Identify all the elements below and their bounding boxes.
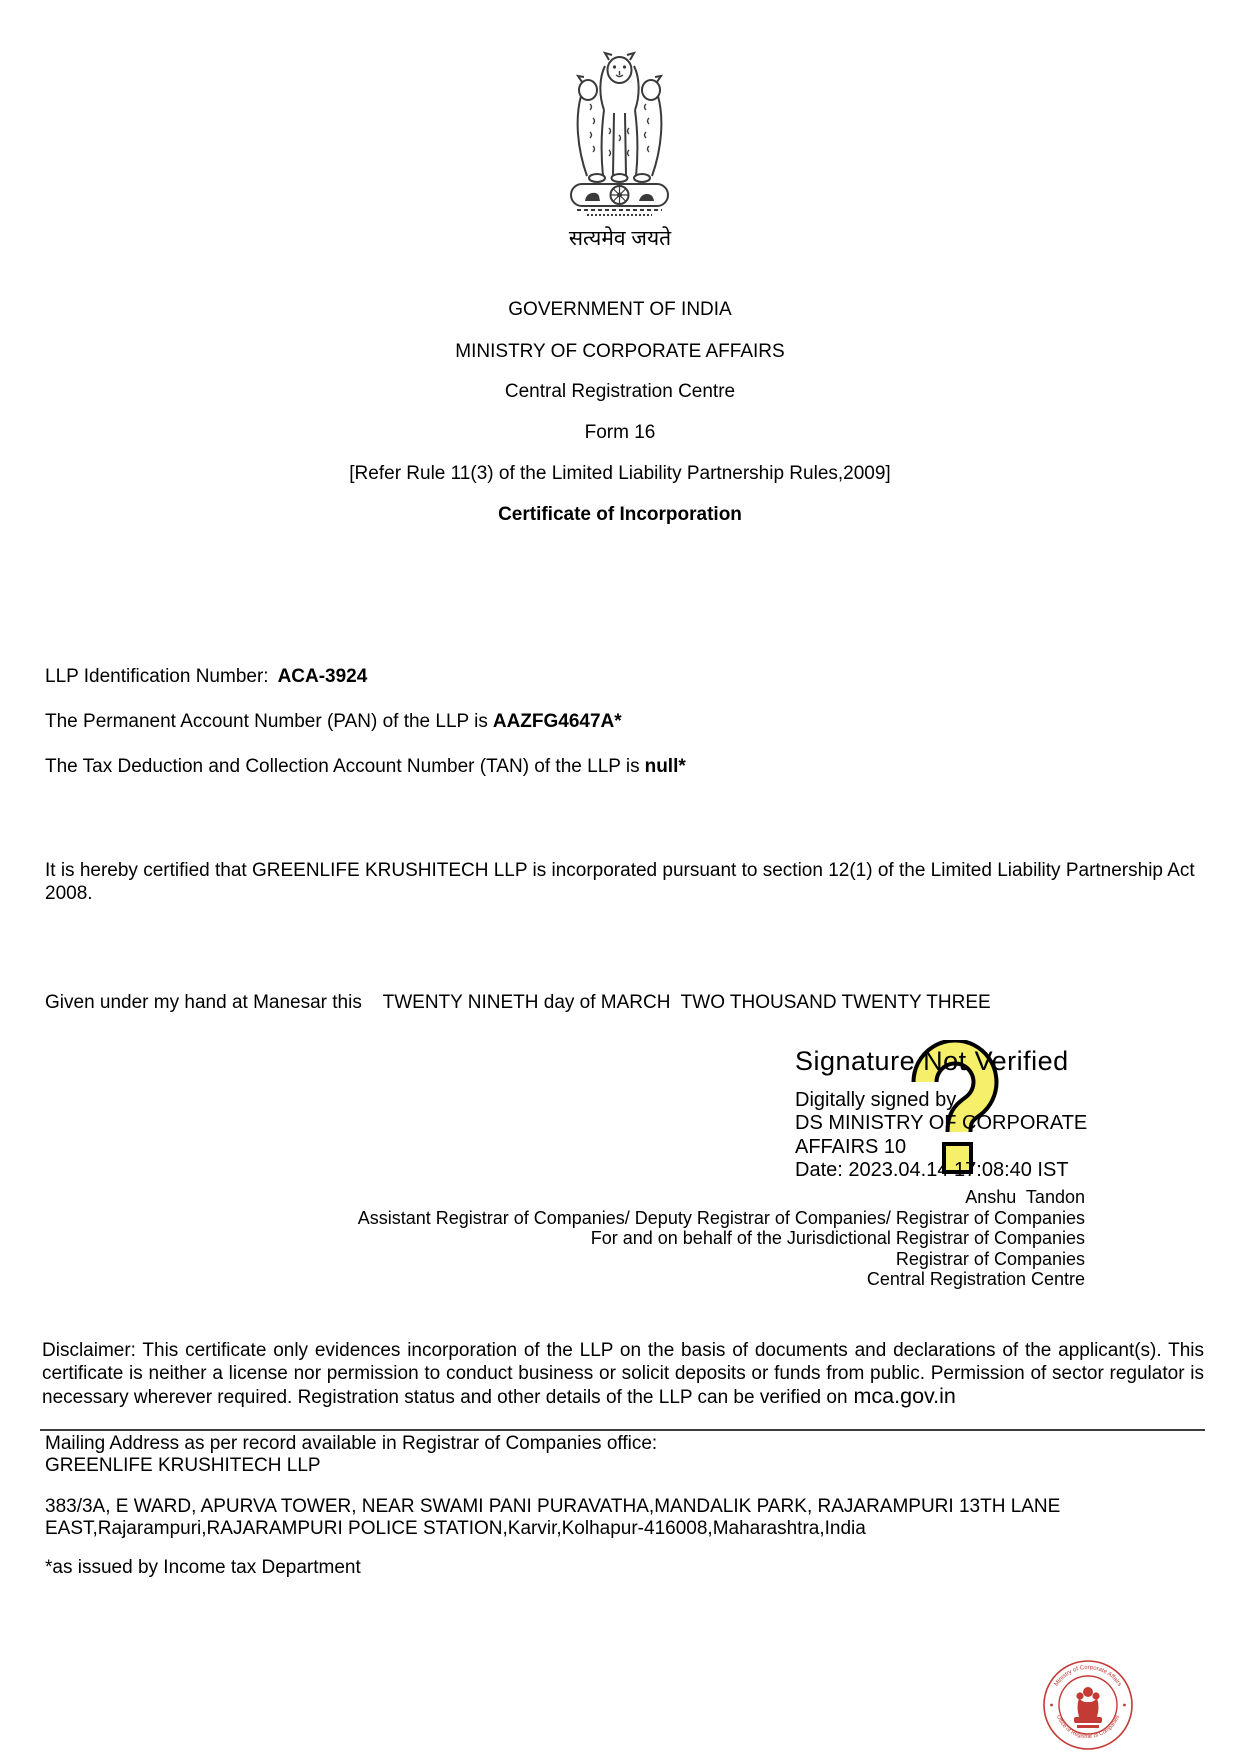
signature-detail-line: Date: 2023.04.14 17:08:40 IST: [795, 1158, 1069, 1181]
registrar-title-line: Assistant Registrar of Companies/ Deputy Registrar of Companies/ Registrar of Companies: [357, 1207, 1085, 1228]
pan-value: AAZFG4647A*: [492, 711, 622, 732]
signature-detail-line: DS MINISTRY OF CORPORATE: [795, 1112, 1088, 1135]
pan-label: The Permanent Account Number (PAN) of the LLP is: [45, 711, 488, 732]
header-government: GOVERNMENT OF INDIA: [508, 299, 732, 320]
header-ministry: MINISTRY OF CORPORATE AFFAIRS: [455, 341, 785, 362]
mca-gov-in-link[interactable]: mca.gov.in: [853, 1384, 956, 1408]
registrar-of-companies-seal-icon: [1042, 1659, 1134, 1751]
certificate-title: Certificate of Incorporation: [498, 504, 742, 525]
header-rule-reference: [Refer Rule 11(3) of the Limited Liability Partnership Rules,2009]: [349, 463, 891, 484]
mailing-address-heading: Mailing Address as per record available in Registrar of Companies office:: [45, 1433, 658, 1454]
signature-detail-line: AFFAIRS 10: [795, 1135, 907, 1158]
emblem-motto: सत्यमेव जयते: [568, 227, 672, 250]
seal-center-emblem-icon: [1074, 1687, 1102, 1728]
signature-status: Signature Not Verified: [795, 1046, 1069, 1076]
registrar-block: [358, 1187, 1085, 1290]
seal-top-text: Ministry of Corporate Affairs: [1053, 1664, 1123, 1688]
attestation-line: Given under my hand at Manesar this TWENTY NINETH day of MARCH TWO THOUSAND TWENTY THREE: [45, 992, 991, 1013]
signature-details: [795, 1089, 1087, 1182]
header-registration-centre: Central Registration Centre: [504, 381, 736, 402]
llpin-value: ACA-3924: [277, 666, 368, 687]
registrar-name: Anshu Tandon: [965, 1187, 1085, 1207]
tan-label: The Tax Deduction and Collection Account Number (TAN) of the LLP is: [45, 756, 640, 777]
pan-line: [45, 711, 622, 733]
llpin-label: LLP Identification Number:: [45, 666, 269, 687]
signature-detail-line: Digitally signed by: [795, 1089, 957, 1111]
registrar-title-line: Central Registration Centre: [866, 1269, 1085, 1289]
llpin-line: [45, 666, 367, 688]
tan-line: [45, 756, 686, 778]
mailing-address: 383/3A, E WARD, APURVA TOWER, NEAR SWAMI PANI PURAVATHA,MANDALIK PARK, RAJARAMPURI 13TH LANE EAST,Rajarampuri,RAJARAMPURI POLICE STATION,Karvir,Kolhapur-416008,Maharashtra,India: [45, 1496, 1061, 1539]
lion-capital-emblem-icon: [557, 38, 682, 228]
pan-footnote: *as issued by Income tax Department: [45, 1557, 361, 1578]
registrar-title-line: Registrar of Companies: [895, 1248, 1085, 1269]
header-form-number: Form 16: [584, 422, 656, 443]
certification-paragraph: It is hereby certified that GREENLIFE KRUSHITECH LLP is incorporated pursuant to section 12(1) of the Limited Liability Partnership Act 2008.: [45, 860, 1195, 904]
disclaimer-paragraph: [42, 1339, 1204, 1409]
tan-value: null*: [644, 756, 686, 777]
company-name: GREENLIFE KRUSHITECH LLP: [45, 1455, 321, 1476]
registrar-title-line: For and on behalf of the Jurisdictional Registrar of Companies: [590, 1228, 1085, 1248]
divider-rule: [40, 1429, 1205, 1431]
seal-bottom-text: Office of Registrar of Companies: [1054, 1714, 1122, 1741]
disclaimer-text: Disclaimer: This certificate only evidences incorporation of the LLP on the basis of documents and declarations of the applicant(s). This certificate is neither a license nor permission to conduct business or solicit deposits or funds from public. Permission of sector regulator is necessary wherever required. Registration status and other details of the LLP can be verified on: [42, 1340, 1204, 1408]
